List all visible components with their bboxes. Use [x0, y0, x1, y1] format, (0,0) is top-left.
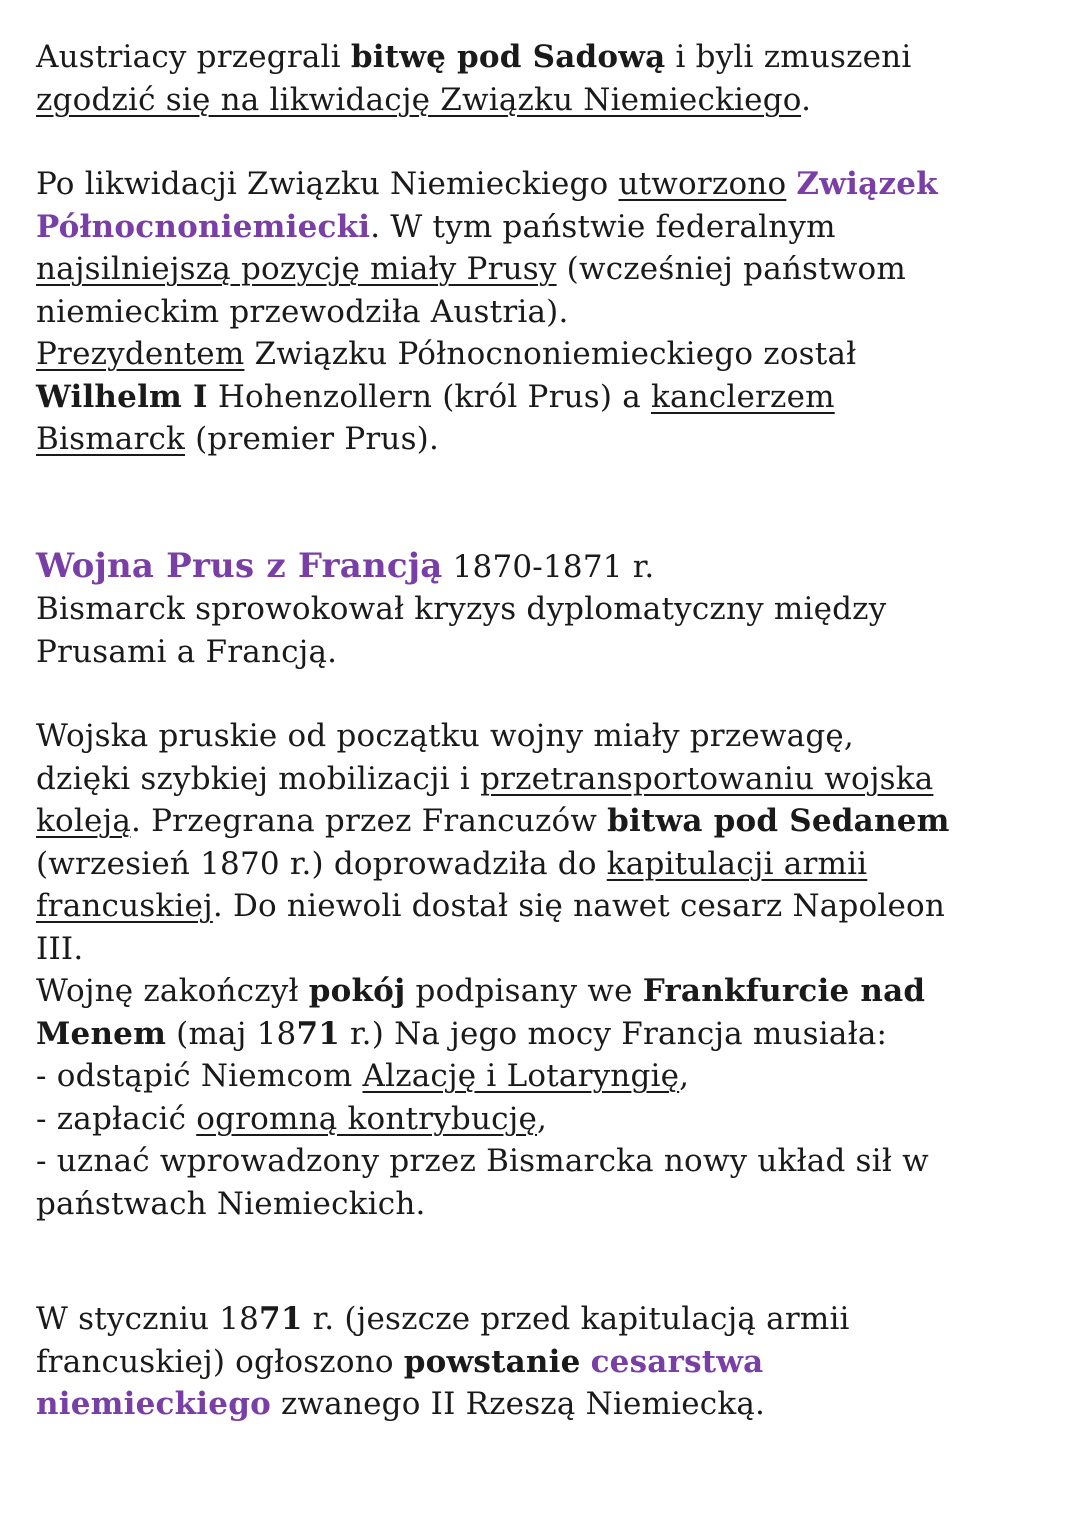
text: W styczniu 18	[36, 1301, 260, 1337]
text: ,	[679, 1058, 690, 1094]
text-line	[36, 333, 1046, 376]
paragraph-german-empire	[36, 1298, 1046, 1426]
text-line	[36, 1183, 1046, 1226]
bold-text: bitwę pod Sadową	[350, 39, 666, 75]
document-page	[36, 36, 1046, 1426]
spacer	[36, 461, 1046, 545]
highlight-term: Północnoniemiecki	[36, 208, 371, 245]
text-line	[36, 376, 1046, 419]
spacer	[36, 673, 1046, 715]
text: - zapłacić	[36, 1100, 197, 1137]
text: Związku Północnoniemieckiego został	[244, 336, 857, 372]
text: Po likwidacji Związku Niemieckiego	[36, 166, 619, 202]
text	[581, 1344, 591, 1380]
text: r.) Na jego mocy Francja musiała:	[340, 1015, 888, 1052]
text: Wojnę zakończył	[36, 973, 309, 1009]
text-line	[36, 79, 1046, 122]
text-line	[36, 928, 1046, 971]
underlined-text: kanclerzem	[650, 378, 835, 415]
text: Bismarck sprowokował kryzys dyplomatyczny między	[36, 591, 887, 627]
bold-text: powstanie	[403, 1343, 581, 1380]
text-line	[36, 1341, 1046, 1384]
underlined-text: przetransportowaniu wojska	[480, 760, 934, 797]
highlight-term: Związek	[796, 166, 938, 202]
heading-line	[36, 545, 1046, 589]
bold-text: pokój	[308, 973, 406, 1009]
underlined-text: Prezydentem	[36, 336, 245, 372]
text: ,	[537, 1100, 548, 1137]
text-line	[36, 588, 1046, 631]
text-line	[36, 970, 1046, 1013]
text-line	[36, 800, 1046, 843]
text-line	[36, 631, 1046, 674]
bold-text: 71	[296, 1015, 340, 1052]
highlight-term: niemieckiego	[36, 1386, 271, 1422]
text: (premier Prus).	[185, 421, 440, 457]
text-line	[36, 1298, 1046, 1341]
text	[786, 166, 796, 202]
text: (wcześniej państwom	[556, 251, 906, 287]
text: III.	[36, 930, 84, 967]
text-line	[36, 715, 1046, 758]
underlined-text: Bismarck	[36, 421, 186, 457]
text-line	[36, 418, 1046, 461]
text: francuskiej) ogłoszono	[36, 1343, 404, 1380]
section-heading-franco-prussian-war	[36, 545, 1046, 674]
text: (maj 18	[166, 1015, 297, 1052]
text: - odstąpić Niemcom	[36, 1058, 363, 1094]
text: państwach Niemieckich.	[36, 1185, 426, 1222]
text: i byli zmuszeni	[665, 39, 912, 75]
list-item	[36, 1055, 1046, 1098]
bold-text: Menem	[36, 1015, 167, 1052]
text: dzięki szybkiej mobilizacji i	[36, 760, 481, 797]
text: podpisany we	[405, 973, 643, 1009]
section-title: Wojna Prus z Francją	[36, 545, 443, 586]
bold-text: Wilhelm I	[36, 378, 208, 415]
text: Austriacy przegrali	[36, 39, 351, 75]
list-item	[36, 1140, 1046, 1183]
text: .	[801, 81, 812, 118]
text-line	[36, 291, 1046, 334]
section-years: 1870-1871 r.	[442, 548, 655, 585]
text: niemieckim przewodziła Austria).	[36, 293, 569, 330]
underlined-text: kapitulacji armii	[606, 845, 868, 882]
text: r. (jeszcze przed kapitulacją armii	[302, 1301, 850, 1337]
text-line	[36, 36, 1046, 79]
text: Wojska pruskie od początku wojny miały przewagę,	[36, 718, 854, 754]
text: Hohenzollern (król Prus) a	[207, 378, 651, 415]
text: zwanego II Rzeszą Niemiecką.	[270, 1386, 766, 1422]
underlined-text: najsilniejszą pozycję miały Prusy	[36, 251, 557, 287]
text-line	[36, 248, 1046, 291]
underlined-text: zgodzić się na likwidację Związku Niemieckiego	[36, 81, 802, 118]
text-line	[36, 163, 1046, 206]
text: Prusami a Francją.	[36, 633, 338, 670]
underlined-text: francuskiej	[36, 888, 213, 924]
text-line	[36, 1383, 1046, 1426]
text: . Do niewoli dostał się nawet cesarz Napoleon	[212, 888, 946, 924]
paragraph-sadowa	[36, 36, 1046, 121]
underlined-text: utworzono	[618, 166, 787, 202]
bold-text: bitwa pod Sedanem	[607, 803, 950, 839]
text: . W tym państwie federalnym	[370, 208, 836, 245]
bold-text: Frankfurcie nad	[642, 973, 926, 1009]
underlined-text: koleją	[36, 803, 132, 839]
text: (wrzesień 1870 r.) doprowadziła do	[36, 845, 607, 882]
list-item	[36, 1098, 1046, 1141]
text: . Przegrana przez Francuzów	[131, 803, 608, 839]
text-line	[36, 885, 1046, 928]
underlined-text: Alzację i Lotaryngię	[362, 1058, 680, 1094]
text-line	[36, 1013, 1046, 1056]
spacer	[36, 1225, 1046, 1298]
paragraph-north-german-confederation	[36, 163, 1046, 461]
text-line	[36, 843, 1046, 886]
paragraph-war-course	[36, 715, 1046, 1225]
highlight-term: cesarstwa	[590, 1343, 764, 1380]
bold-text: 71	[259, 1301, 303, 1337]
text: - uznać wprowadzony przez Bismarcka nowy układ sił w	[36, 1143, 929, 1179]
underlined-text: ogromną kontrybucję	[196, 1100, 538, 1137]
spacer	[36, 121, 1046, 163]
text-line	[36, 758, 1046, 801]
text-line	[36, 206, 1046, 249]
